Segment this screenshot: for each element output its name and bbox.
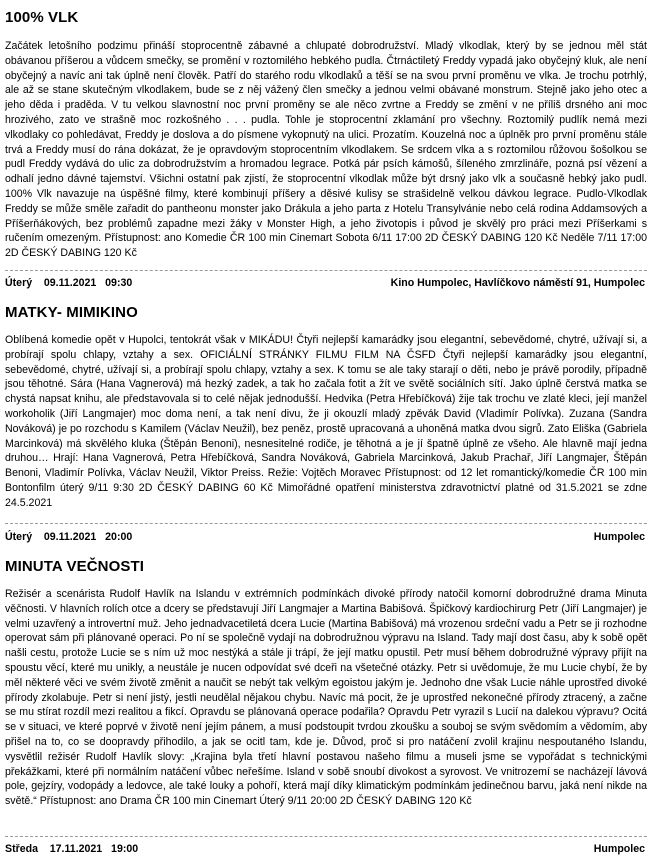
event-datetime bbox=[5, 530, 132, 544]
event-title-matky: MATKY- MIMIKINO bbox=[5, 304, 138, 321]
event-datetime bbox=[5, 842, 138, 856]
event-time: 09:30 bbox=[105, 277, 133, 289]
event-day: Středa bbox=[5, 843, 38, 855]
event-title-100-vlk: 100% VLK bbox=[5, 9, 79, 26]
divider bbox=[5, 836, 647, 837]
event-meta-matky bbox=[5, 276, 645, 290]
event-time: 19:00 bbox=[111, 843, 139, 855]
event-meta-minuta bbox=[5, 530, 645, 544]
event-venue: Kino Humpolec, Havlíčkovo náměstí 91, Humpolec bbox=[390, 277, 645, 289]
event-venue: Humpolec bbox=[593, 843, 645, 855]
event-description-matky: Oblíbená komedie opět v Hupolci, tentokrát však v MIKÁDU! Čtyři nejlepší kamarádky jsou elegantní, sebevědomé, chytré, užívají si, a probírají spolu chlapy, vztahy a sex. OFICIÁLNÍ STRÁNKY FILMU FILM NA ČSFD Čtyři nejlepší kamarádky jsou elegantní, sebevědomé, chytré, užívají si, a probírají spolu chlapy, vztahy a sex. K tomu se ale taky starají o děti, nebo je právě porodily, případně jsou těhotné. Sára (Hana Vagnerová) má hezký zadek, a tak ho začala fotit a žít ve světě sociálních sítí. Jako úplně čerstvá matka se chystá napsat knihu, ale představovala si to celé nějak jednodušší. Hedvika (Petra Hřebíčková) žije tak trochu ve zlaté kleci, její manžel workoholik (Jiří Langmajer) moc doma není, a tak není divu, že ji okouzlí mladý zpěvák David (Vladimír Polívka). Zuzana (Sandra Nováková) je po rozchodu s Kamilem (Václav Neužil), bez peněz, prostě upracovaná a uhoněná matka dvou sigrů. Zato Eliška (Gabriela Marcinková) má skvělého kluka (Štěpán Benoni), nesnesitelné rodiče, je těhotná a je jí špatně úplně ze všeho. Ale hlavně mají jedna druhou… Hrají: Hana Vagnerová, Petra Hřebíčková, Sandra Nováková, Gabriela Marcinková, Jakub Prachař, Jiří Langmajer, Štěpán Benoni, Vladimír Polívka, Václav Neužil, Viktor Preiss. Režie: Vojtěch Moravec Přístupnost: od 12 let romantický/komedie ČR 100 min Bontonfilm úterý 9/11 9:30 2D ČESKÝ DABING 60 Kč Mimořádné opatření ministerstva zdravotnictví platné od 31.5.2021 se zdne 24.5.2021 bbox=[5, 334, 647, 509]
event-time: 20:00 bbox=[105, 531, 133, 543]
divider bbox=[5, 270, 647, 271]
divider bbox=[5, 523, 647, 524]
event-description-100-vlk: Začátek letošního podzimu přináší stoprocentně zábavné a chlupaté dobrodružství. Mladý vlkodlak, který by se jednou měl stát obávanou příšerou a vůdcem smečky, se promění v roztomilého hebkého pudla. Čtrnáctiletý Freddy vypadá jako obyčejný kluk, ale není obyčejný a navíc ani tak úplně není člověk. Patří do starého rodu vlkodlaků a těší se na svou první proměnu ve vlka. Je trochu potrhlý, ale až se stane skutečným vlkodlakem, bude se z něj vážený člen smečky a jednou velmi obávané monstrum. Stejně jako jeho otec a jeho děda i praděda. V tu velkou slavnostní noc první proměny se ale něco zvrtne a Freddy se změní v ne příliš drsného ani moc hrozivého, zato ve strašně moc rozkošného . . . pudla. Tohle je stoprocentní zklamání pro všechny. Roztomilý pudlík nemá mezi vlkodlaky co pohledávat, Freddy je doslova a do písmene vykopnutý na ulici. Prozatím. Kouzelná noc a úplněk pro první proměnu stále trvá a Freddy musí do rána dokázat, že je opravdovým stoprocentním vlkodlakem. Se srdcem vlka a s roztomilou růžovou šošolkou se pudl Freddy vydává do ulic za dobrodružstvím a hromadou legrace. Potká pár psích kámošů, šíleného zmrzlináře, pozná psí vězení a odhalí jedno dávné tajemství. Všichni ostatní pak zjistí, že stoprocentní vlkodlak může být drsný jako vlk a současně hebký jako pudl. 100% Vlk navazuje na úspěšné filmy, které kombinují příšery a děsivé kulisy se strašidelně velkou dávkou legrace. Pudlo-Vlkodlak Freddy se může směle zařadit do pantheonu monster jako Drákula a jeho parta z Hotelu Transylvánie nebo celá rodina Addamsových a Příšerňákových, bez problémů zapadne mezi žáky v Monster High, a jeho životopis i původ je skvělý pro práci mezi Příšerkami s ručením omezeným. Přístupnost: ano Komedie ČR 100 min Cinemart Sobota 6/11 17:00 2D ČESKÝ DABING 120 Kč Neděle 7/11 17:00 2D ČESKÝ DABING 120 Kč bbox=[5, 40, 647, 260]
event-day: Úterý bbox=[5, 531, 33, 543]
event-venue: Humpolec bbox=[593, 531, 645, 543]
event-day: Úterý bbox=[5, 277, 33, 289]
event-description-minuta: Režisér a scenárista Rudolf Havlík na Islandu v extrémních podmínkách divoké přírody natočil komorní dobrodružné drama Minuta věčnosti. V hlavních rolích otce a dcery se představují Jiří Langmajer a Martina Babišová. Špičkový kardiochirurg Petr (Jiří Langmajer) je velmi uzavřený a introvertní muž. Jeho jednadvacetiletá dcera Lucie (Martina Babišová) má vrozenou srdeční vadu a Petr se ji rozhodne operovat sám při plánované operaci. Po ní se společně vydají na dobrodružnou výpravu na Island. Tady mají dost času, aby k sobě opět našli cestu, protože Lucie se s ním už moc nestýká a stále ji trápí, že její matku opustil. Petr musí během dobrodružné výpravy přijít na spoustu věcí, které mu unikly, a neustále je nucen odpovídat své dceři na všetečné otázky. Petr si uvědomuje, že mu Lucie chybí, že by měl některé věci ve svém životě změnit a naučit se nebýt tak velkým egoistou jakým je. Jednoho dne však Lucie náhle uprostřed divoké přírody zkolabuje. Petr si není jistý, jestli neudělal nějakou chybu. Navíc má pocit, že je uprostřed nekonečné přírody ztracený, a začne se mu stírat rozdíl mezi realitou a fikcí. Opravdu se plánovaná operace podařila? Opravdu Petr vyrazil s Lucií na dalekou výpravu? Ocitá se v situaci, ve které poprvé v životě není jejím pánem, a musí podstoupit tvrdou zkoušku a souboj se svým svědomím a vědomím, aby přišel na to, co se doopravdy přihodilo, a jak se ocitl tam, kde je. Důvod, proč si pro natáčení zvolil krajinu nespoutaného Islandu, vysvětlil režisér Rudolf Havlík slovy: „Krajina byla třetí hlavní postavou našeho filmu a museli jsme se vypořádat s technickými překážkami, které při normálním natáčení vůbec neřešíme. Island v sobě snoubí divokost a syrovost. Ve vnitrozemí se nacházejí lávová pole, gejzíry, vodopády a ledovce, ale také louky a pohoří, která mají díky klimatickým podmínkám jedinečnou barvu, jaká není nikde na světě.“ Přístupnost: ano Drama ČR 100 min Cinemart Úterý 9/11 20:00 2D ČESKÝ DABING 120 Kč bbox=[5, 588, 647, 808]
event-meta-streda bbox=[5, 842, 645, 856]
event-date: 09.11.2021 bbox=[43, 277, 97, 289]
event-date: 17.11.2021 bbox=[49, 843, 103, 855]
event-date: 09.11.2021 bbox=[43, 531, 97, 543]
event-title-minuta: MINUTA VEČNOSTI bbox=[5, 558, 144, 575]
event-datetime bbox=[5, 276, 132, 290]
